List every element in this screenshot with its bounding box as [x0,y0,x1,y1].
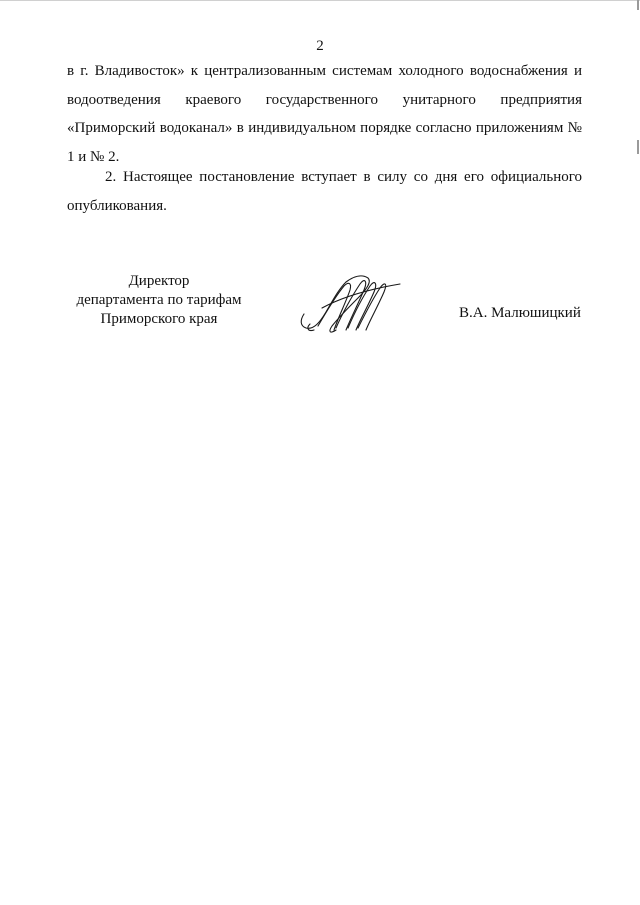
signatory-title-line-1: Директор [128,273,190,289]
signatory-title-line-3: Приморского края [100,311,218,327]
body-paragraph-2: 2. Настоящее постановление вступает в силу со дня его официального опубликования. [67,169,582,214]
top-border-line [0,0,640,1]
handwritten-signature [296,268,406,340]
scan-edge-mark [637,0,639,10]
signatory-name: В.А. Малюшицкий [459,305,581,321]
signatory-title-line-2: департамента по тарифам [76,292,242,308]
scan-edge-mark [637,140,639,154]
body-paragraph-1: в г. Владивосток» к централизованным системам холодного водоснабжения и водоотведения краевого государственного унитарного предприятия «Приморский водоканал» в индивидуальном порядке согласно приложениям № 1 и № 2. [67,63,582,165]
page-number: 2 [316,38,324,54]
signatory-title [62,272,256,329]
